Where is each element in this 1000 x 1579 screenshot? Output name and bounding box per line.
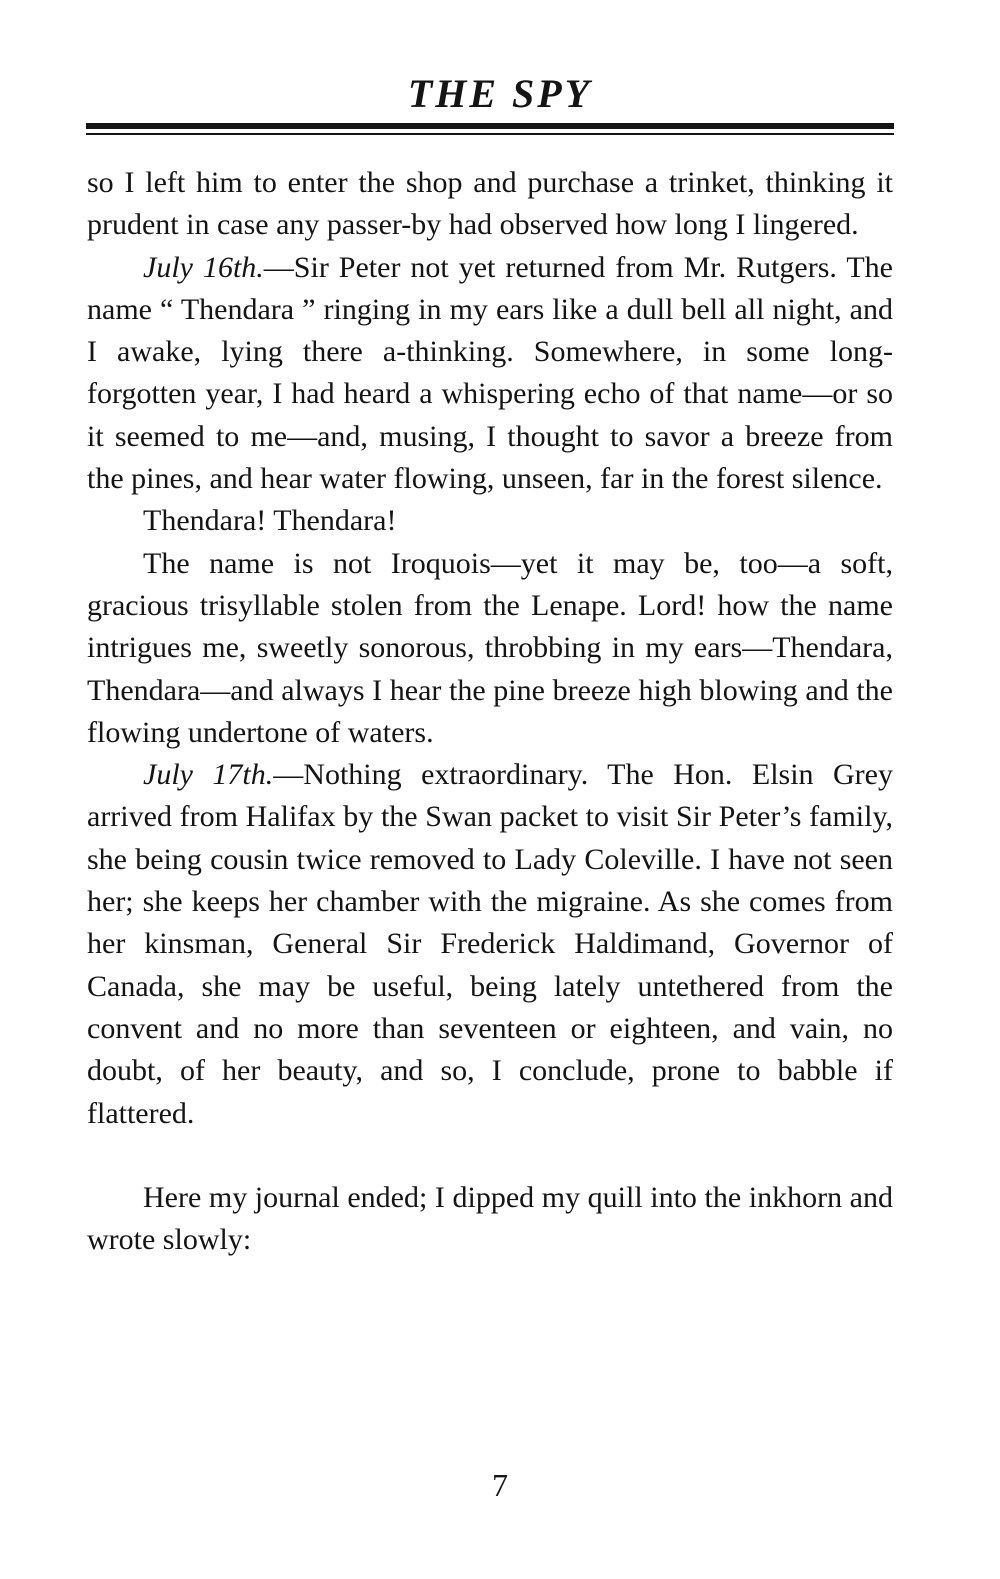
page-number: 7 — [492, 1467, 508, 1503]
journal-date: July 16th. — [143, 250, 264, 284]
paragraph-text: —Sir Peter not yet returned from Mr. Rutgers. The name “ Thendara ” ringing in my ears like a dull bell all night, and I awake, lying there a-thinking. Somewhere, in some long-forgotten year, I had heard a whispering echo of that name—or so it seemed to me—and, musing, I thought to savor a breeze from the pines, and hear water flowing, unseen, far in the forest silence. — [87, 250, 893, 496]
paragraph-text: —Nothing extraordinary. The Hon. Elsin Grey arrived from Halifax by the Swan packet to visit Sir Peter’s family, she being cousin twice removed to Lady Coleville. I have not seen her; she keeps her chamber with the migraine. As she comes from her kinsman, General Sir Frederick Haldimand, Governor of Canada, she may be useful, being lately untethered from the convent and no more than seventeen or eighteen, and vain, no doubt, of her beauty, and so, I conclude, prone to babble if flattered. — [87, 758, 893, 1130]
header-rule-thin — [86, 133, 894, 135]
paragraph: Here my journal ended; I dipped my quill into the inkhorn and wrote slowly: — [87, 1180, 893, 1257]
section-break — [87, 1135, 893, 1177]
paragraph: The name is not Iroquois—yet it may be, too—a soft, gracious trisyllable stolen from the Lenape. Lord! how the name intrigues me, sweetly sonorous, throbbing in my ears—Thendara, Thendara—and always I hear the pine breeze high blowing and the flowing undertone of waters. — [87, 546, 893, 749]
paragraph — [87, 247, 893, 501]
header-rule-thick — [86, 123, 894, 129]
paragraph: so I left him to enter the shop and purchase a trinket, thinking it prudent in case any passer-by had observed how long I lingered. — [87, 166, 893, 242]
running-head: THE SPY — [407, 71, 593, 116]
paragraph: Thendara! Thendara! — [143, 504, 397, 538]
body-text — [87, 162, 893, 1261]
journal-date: July 17th. — [143, 758, 274, 792]
paragraph — [87, 754, 893, 1135]
